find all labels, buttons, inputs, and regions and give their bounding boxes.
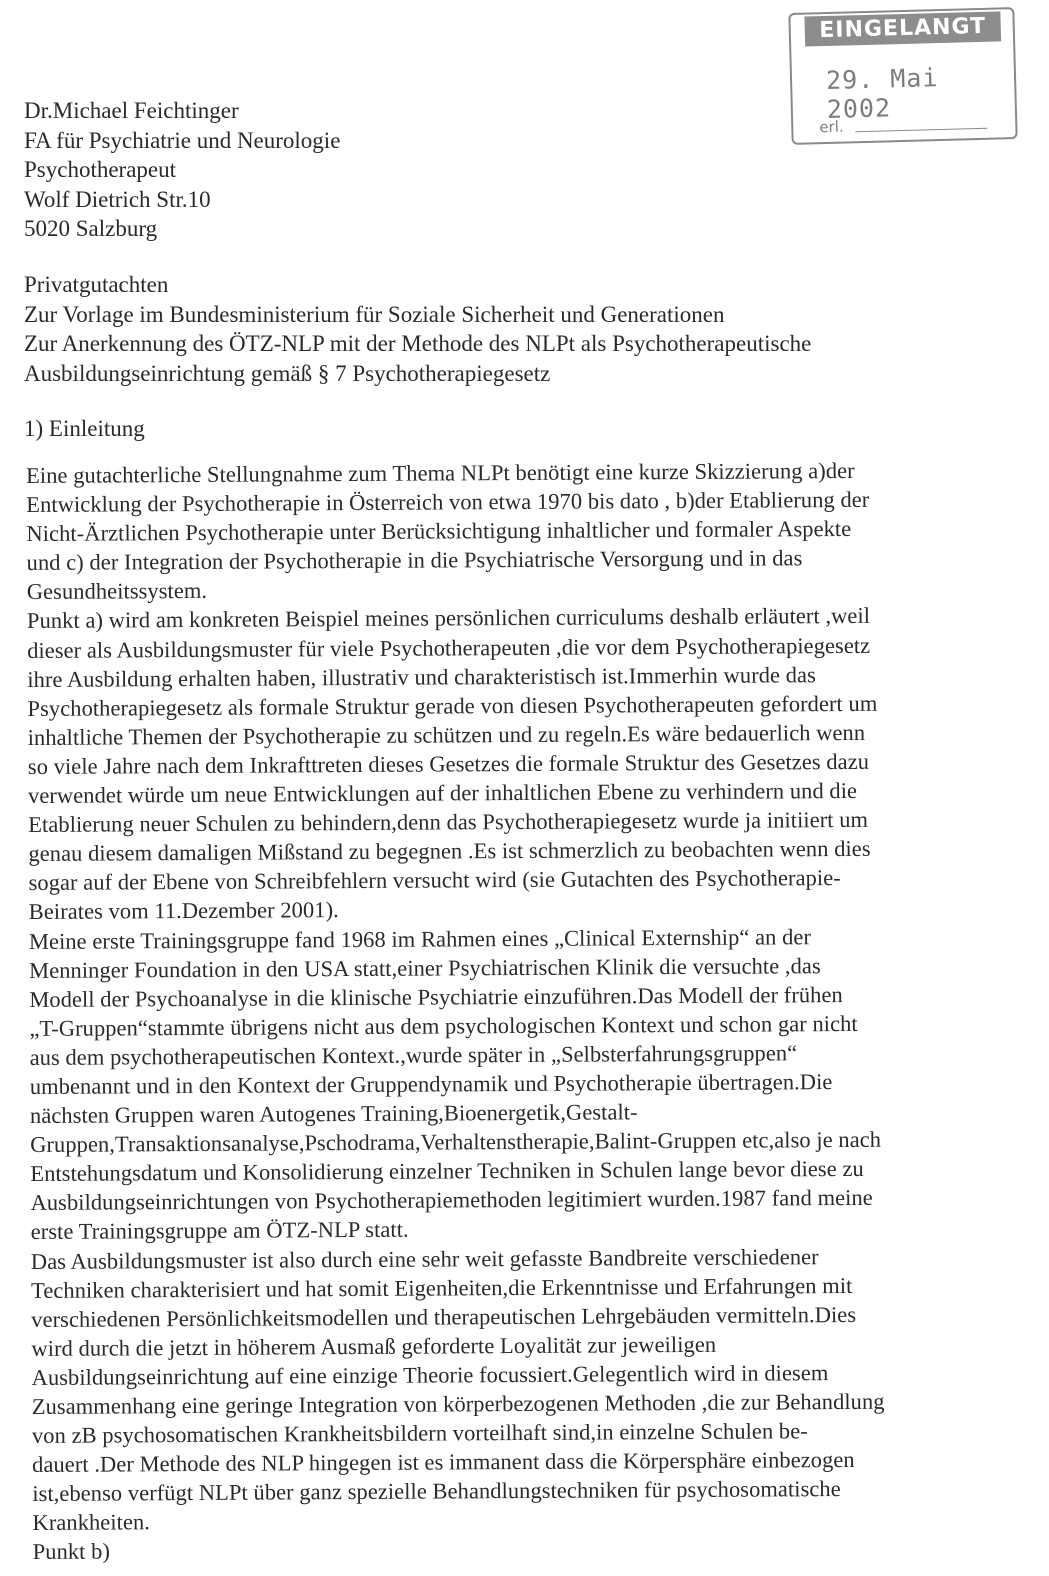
body-line: ist,ebenso verfügt NLPt über ganz spezielle Behandlungstechniken für psychosomatische [32,1476,841,1507]
subject-line: Privatgutachten [24,272,169,297]
body-line: Ausbildungseinrichtungen von Psychotherapiemethoden legitimiert wurden.1987 fand meine [30,1185,873,1216]
body-line: Modell der Psychoanalyse in die klinische Psychiatrie einzuführen.Das Modell der frühen [29,981,843,1012]
body-line: nächsten Gruppen waren Autogenes Training,Bioenergetik,Gestalt- [29,1099,638,1129]
body-line: Nicht-Ärztlichen Psychotherapie unter Berücksichtigung inhaltlicher und formaler Aspekte [26,516,852,547]
stamp-signature-line [855,128,987,132]
sender-city: 5020 Salzburg [24,216,158,241]
body-line: Eine gutachterliche Stellungnahme zum Thema NLPt benötigt eine kurze Skizzierung a)der [26,457,855,488]
body-line: Das Ausbildungsmuster ist also durch eine sehr weit gefasste Bandbreite verschiedener [30,1243,819,1274]
body-line: inhaltliche Themen der Psychotherapie zu schützen und zu regeln.Es wäre bedauerlich wenn [27,719,866,750]
body-line: genau diesem damaligen Mißstand zu begegnen .Es ist schmerzlich zu beobachten wenn dies [28,836,871,867]
body-line: Entstehungsdatum und Konsolidierung einzelner Techniken in Schulen lange bevor diese zu [30,1156,864,1187]
received-stamp [788,7,1017,145]
body-line: Punkt a) wird am konkreten Beispiel meines persönlichen curriculums deshalb erläutert ,weil [26,603,871,634]
body-line: ihre Ausbildung erhalten haben, illustrativ und charakteristisch ist.Immerhin wurde das [27,661,816,692]
subject-line: Zur Vorlage im Bundesministerium für Soziale Sicherheit und Generationen [24,301,725,327]
body-line: und c) der Integration der Psychotherapie in die Psychiatrische Versorgung und in das [26,545,803,576]
sender-address [24,96,340,244]
body-line: wird durch die jetzt in höherem Ausmaß geforderte Loyalität zur jeweiligen [31,1331,717,1361]
stamp-title: EINGELANGT [804,11,1001,46]
body-line: Ausbildungseinrichtung auf eine einzige Theorie focussiert.Gelegentlich wird in diesem [31,1360,829,1390]
body-line: verwendet würde um neue Entwicklungen auf der inhaltlichen Ebene zu verhindern und die [27,777,858,809]
body-line: aus dem psychotherapeutischen Kontext.,wurde später in „Selbsterfahrungsgruppen“ [29,1040,798,1070]
body-line: Psychotherapiegesetz als formale Struktur gerade von diesen Psychotherapeuten gefordert um [27,690,878,721]
stamp-erl-label: erl. [819,117,844,137]
body-line: dieser als Ausbildungsmuster für viele Psychotherapeuten ,die vor dem Psychotherapiegesetz [27,632,871,663]
body-line: sogar auf der Ebene von Schreibfehlern versucht wird (sie Gutachten des Psychotherapie- [28,865,841,896]
body-line: Menninger Foundation in den USA statt,einer Psychiatrischen Klinik die versuchte ,das [29,952,821,983]
body-line: so viele Jahre nach dem Inkrafttreten dieses Gesetzes die formale Struktur des Gesetzes dazu [27,748,870,779]
sender-specialty: FA für Psychiatrie und Neurologie [24,127,341,153]
body-line: Entwicklung der Psychotherapie in Österreich von etwa 1970 bis dato , b)der Etablierung der [26,486,870,518]
sender-name: Dr.Michael Feichtinger [24,98,239,123]
subject-block [24,270,811,388]
body-line: Krankheiten. [32,1509,150,1536]
body-line: Meine erste Trainingsgruppe fand 1968 im Rahmen eines „Clinical Externship“ an der [28,923,812,954]
subject-line: Zur Anerkennung des ÖTZ-NLP mit der Methode des NLPt als Psychotherapeutische [24,331,812,356]
body-line: Zusammenhang eine geringe Integration von körperbezogenen Methoden ,die zur Behandlung [31,1388,885,1419]
section-heading: 1) Einleitung [24,416,145,441]
sender-street: Wolf Dietrich Str.10 [24,186,211,212]
sender-profession: Psychotherapeut [24,157,177,182]
body-line: Beirates vom 11.Dezember 2001). [28,897,339,925]
subject-line: Ausbildungseinrichtung gemäß § 7 Psychotherapiegesetz [24,360,551,386]
body-line: Gesundheitssystem. [26,578,208,605]
body-text [26,456,886,1567]
body-line: dauert .Der Methode des NLP hingegen ist es immanent dass die Körpersphäre einbezogen [32,1447,855,1478]
body-line: umbenannt und in den Kontext der Gruppendynamik und Psychotherapie übertragen.Die [29,1069,833,1099]
body-line: Etablierung neuer Schulen zu behindern,denn das Psychotherapiegesetz wurde ja initiiert um [28,806,869,838]
body-line: erste Trainingsgruppe am ÖTZ-NLP statt. [30,1217,409,1245]
body-line: Gruppen,Transaktionsanalyse,Pschodrama,Verhaltenstherapie,Balint-Gruppen etc,also je nach [30,1126,882,1158]
body-line: Punkt b) [32,1538,111,1565]
body-line: von zB psychosomatischen Krankheitsbildern vorteilhaft sind,in einzelne Schulen be- [31,1418,808,1449]
body-line: „T-Gruppen“stammte übrigens nicht aus dem psychologischen Kontext und schon gar nicht [29,1010,858,1041]
body-line: Techniken charakterisiert und hat somit Eigenheiten,die Erkenntnisse und Erfahrungen mit [30,1272,853,1303]
stamp-date: 29. Mai 2002 [825,63,939,124]
body-line: verschiedenen Persönlichkeitsmodellen und therapeutischen Lehrgebäuden vermitteln.Dies [31,1301,857,1332]
